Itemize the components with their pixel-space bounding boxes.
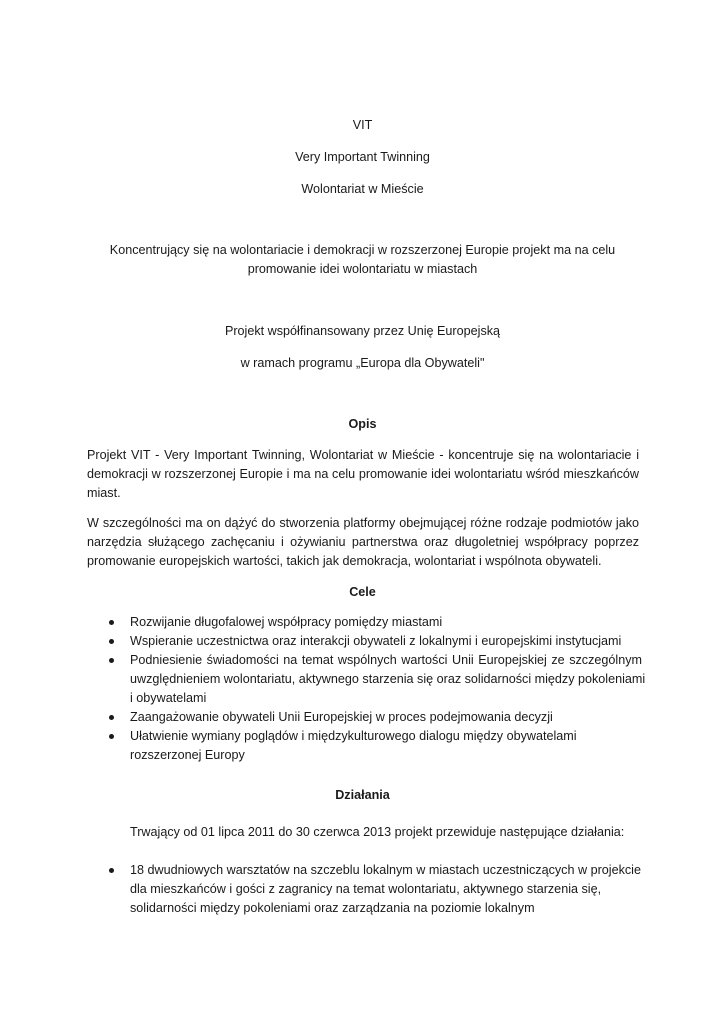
list-item — [87, 651, 646, 708]
funding-line-1: Projekt współfinansowany przez Unię Europejską — [224, 324, 501, 338]
list-item-text: dla mieszkańców i gości z zagranicy na temat wolontariatu, aktywnego starzenia się, — [130, 882, 602, 896]
paragraph-line: Projekt VIT - Very Important Twinning, Wolontariat w Mieście - koncentruje się na wolontariacie i — [87, 448, 639, 462]
list-item — [87, 613, 642, 632]
bullet-icon — [109, 639, 114, 644]
list-item-text: solidarności między pokoleniami oraz zarządzania na poziomie lokalnym — [130, 901, 535, 915]
list-item — [87, 632, 642, 651]
intro-line-1: Koncentrujący się na wolontariacie i demokracji w rozszerzonej Europie projekt ma na celu — [109, 243, 616, 257]
list-item-text: Podniesienie świadomości na temat wspólnych wartości Unii Europejskiej ze szczególnym — [130, 653, 642, 667]
paragraph-line: demokracji w rozszerzonej Europie i ma na celu promowanie idei wolontariatu wśród mieszkańców — [87, 467, 639, 481]
list-item — [87, 861, 642, 918]
list-item-text: i obywatelami — [130, 691, 207, 705]
list-item-text: rozszerzonej Europy — [130, 748, 245, 762]
bullet-icon — [109, 868, 114, 873]
bullet-icon — [109, 620, 114, 625]
bullet-icon — [109, 715, 114, 720]
paragraph-line: miast. — [87, 486, 121, 500]
list-item-text: Zaangażowanie obywateli Unii Europejskiej w proces podejmowania decyzji — [130, 710, 553, 724]
opis-heading: Opis — [348, 417, 377, 431]
opis-paragraph-2 — [87, 514, 639, 571]
list-item-text: Wspieranie uczestnictwa oraz interakcji obywateli z lokalnymi i europejskimi instytucjami — [130, 634, 622, 648]
funding-line-2: w ramach programu „Europa dla Obywateli" — [240, 356, 485, 370]
paragraph-line: narzędzia służącego zachęcaniu i ożywianiu partnerstwa oraz długoletniej współpracy poprzez — [87, 535, 639, 549]
document-project-name: Very Important Twinning — [295, 150, 430, 164]
document-acronym: VIT — [352, 118, 373, 132]
document-subtitle: Wolontariat w Mieście — [301, 182, 424, 196]
dzialania-intro: Trwający od 01 lipca 2011 do 30 czerwca 2013 projekt przewiduje następujące działania: — [130, 825, 625, 839]
intro-line-2: promowanie idei wolontariatu w miastach — [247, 262, 478, 276]
cele-list — [87, 613, 646, 765]
paragraph-line: promowanie europejskich wartości, takich jak demokracja, wolontariat i wspólnota obywateli. — [87, 554, 602, 568]
bullet-icon — [109, 658, 114, 663]
list-item-text: Ułatwienie wymiany poglądów i międzykulturowego dialogu między obywatelami — [130, 729, 577, 743]
list-item-text: Rozwijanie długofalowej współpracy pomiędzy miastami — [130, 615, 443, 629]
list-item-text: uwzględnieniem wolontariatu, aktywnego starzenia się oraz solidarności między pokoleniami — [130, 672, 646, 686]
dzialania-list — [87, 861, 642, 918]
bullet-icon — [109, 734, 114, 739]
opis-paragraph-1 — [87, 446, 639, 503]
list-item — [87, 708, 642, 727]
paragraph-line: W szczególności ma on dążyć do stworzenia platformy obejmującej różne rodzaje podmiotów jako — [87, 516, 639, 530]
list-item — [87, 727, 642, 765]
cele-heading: Cele — [349, 585, 376, 599]
list-item-text: 18 dwudniowych warsztatów na szczeblu lokalnym w miastach uczestniczących w projekcie — [130, 863, 641, 877]
dzialania-heading: Działania — [335, 788, 390, 802]
